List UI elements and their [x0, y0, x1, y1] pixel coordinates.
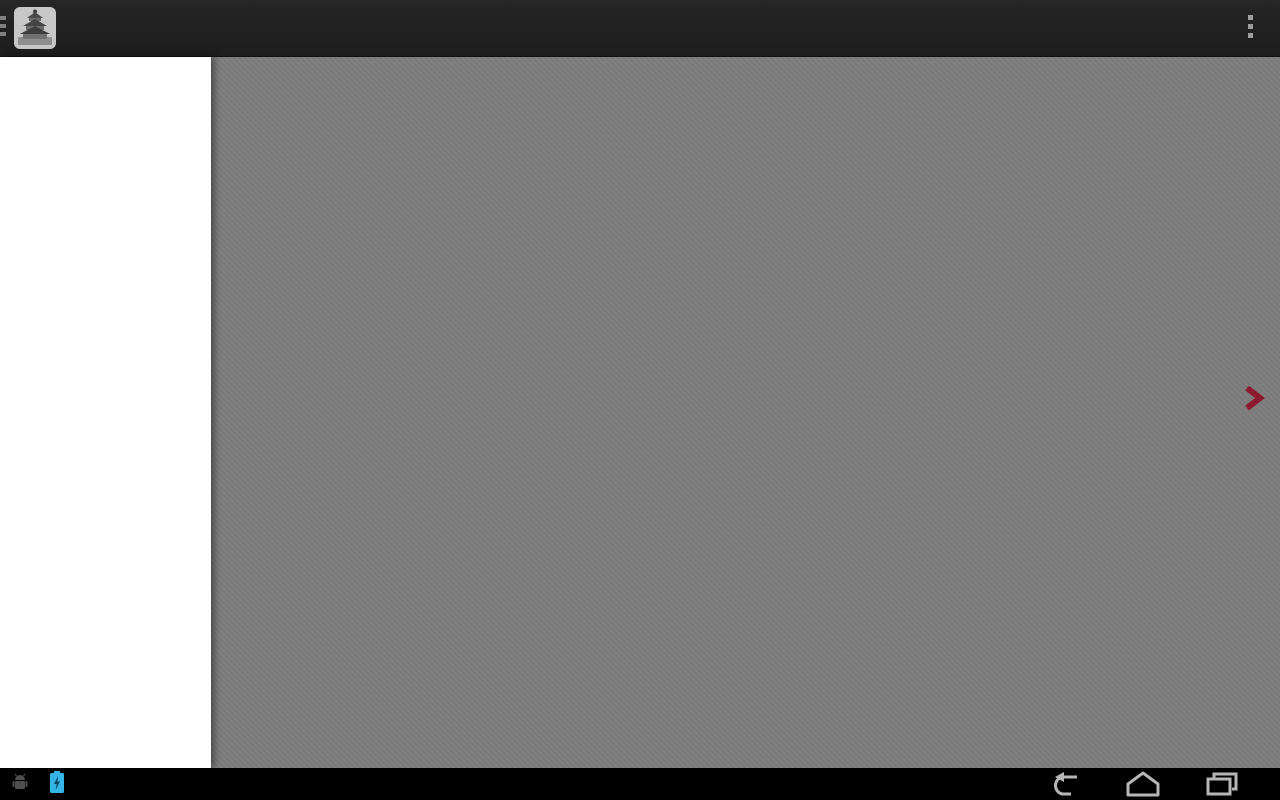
battery-charging-icon	[50, 771, 64, 798]
android-status-icon	[10, 774, 30, 795]
action-bar	[0, 0, 1280, 57]
system-bar	[0, 768, 1280, 800]
drawer-toggle-icon[interactable]	[0, 16, 6, 42]
recent-apps-icon[interactable]	[1192, 768, 1252, 800]
overflow-menu-icon[interactable]	[1244, 15, 1256, 43]
chapter-drawer	[0, 57, 211, 768]
status-cluster	[10, 768, 64, 800]
next-page-chevron-icon[interactable]	[1243, 385, 1265, 411]
home-icon[interactable]	[1113, 768, 1173, 800]
temple-of-heaven-app-icon[interactable]	[14, 7, 56, 49]
back-icon[interactable]	[1035, 768, 1095, 800]
